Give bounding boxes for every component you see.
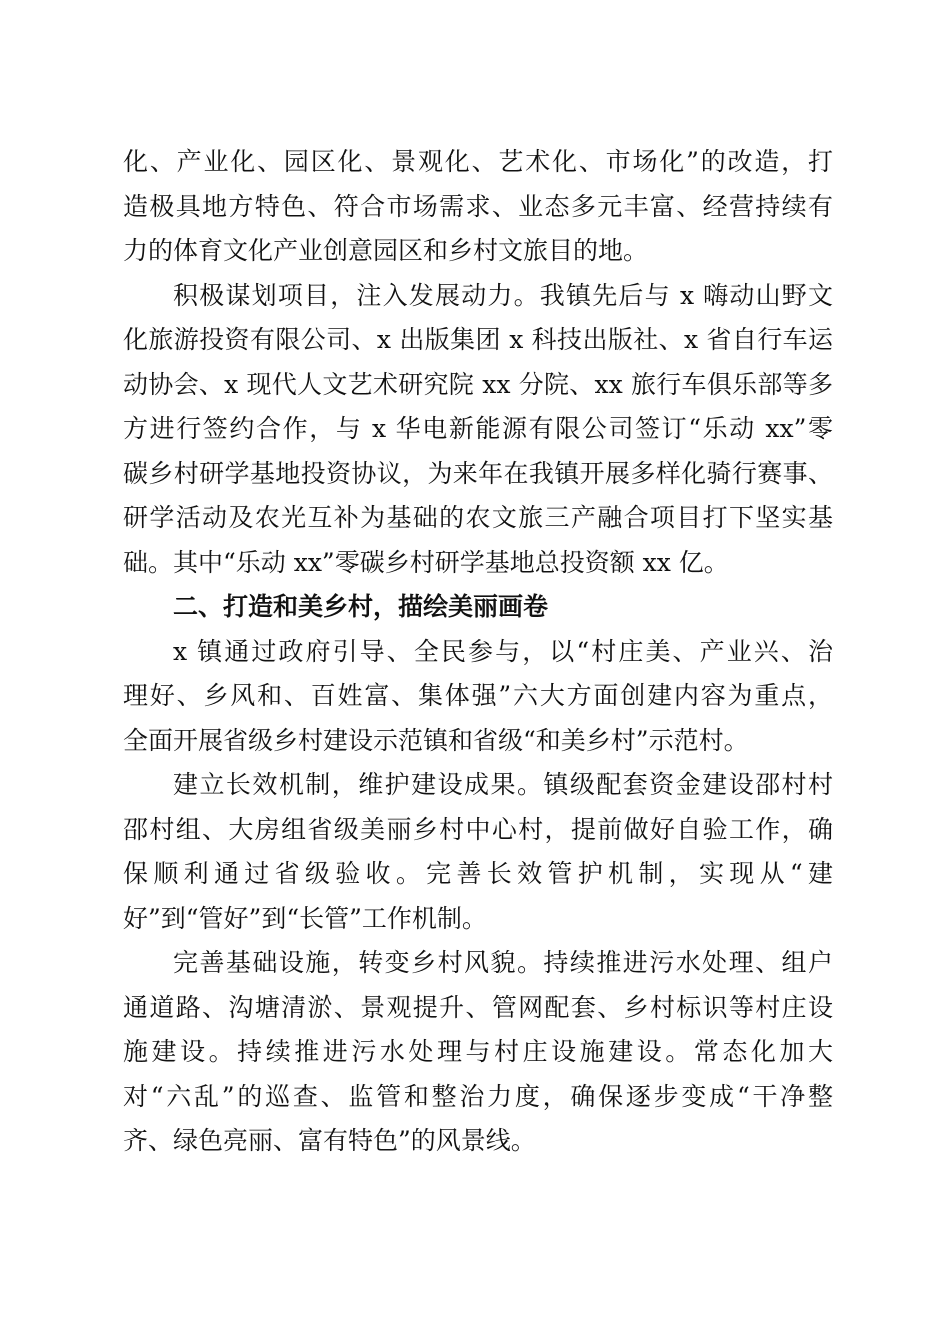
text-line: 碳乡村研学基地投资协议，为来年在我镇开展多样化骑行赛事、 (123, 458, 833, 488)
text-line: 础。其中“乐动 xx”零碳乡村研学基地总投资额 xx 亿。 (123, 547, 729, 577)
text-line: 通道路、沟塘清淤、景观提升、管网配套、乡村标识等村庄设 (123, 992, 833, 1022)
text-line: 研学活动及农光互补为基础的农文旅三产融合项目打下坚实基 (123, 503, 833, 532)
text-line: 动协会、x 现代人文艺术研究院 xx 分院、xx 旅行车俱乐部等多 (123, 369, 833, 399)
text-line: 好”到“管好”到“长管”工作机制。 (123, 903, 487, 933)
paragraph-start-line: 完善基础设施，转变乡村风貌。持续推进污水处理、组户 (173, 948, 833, 977)
text-line: 化、产业化、园区化、景观化、艺术化、市场化”的改造，打 (123, 147, 833, 176)
section-heading: 二、打造和美乡村，描绘美丽画卷 (173, 592, 549, 621)
text-line: 方进行签约合作，与 x 华电新能源有限公司签订“乐动 xx”零 (123, 414, 833, 443)
paragraph-start-line: x 镇通过政府引导、全民参与，以“村庄美、产业兴、治 (173, 636, 833, 666)
text-line: 造极具地方特色、符合市场需求、业态多元丰富、经营持续有 (123, 191, 833, 221)
text-line: 全面开展省级乡村建设示范镇和省级“和美乡村”示范村。 (123, 725, 749, 755)
text-line: 施建设。持续推进污水处理与村庄设施建设。常态化加大 (123, 1037, 833, 1066)
text-line: 理好、乡风和、百姓富、集体强”六大方面创建内容为重点， (123, 681, 833, 710)
text-line: 齐、绿色亮丽、富有特色”的风景线。 (123, 1126, 536, 1155)
text-line: 保顺利通过省级验收。完善长效管护机制，实现从“建 (123, 859, 833, 888)
text-line: 化旅游投资有限公司、x 出版集团 x 科技出版社、x 省自行车运 (123, 325, 833, 354)
text-line: 力的体育文化产业创意园区和乡村文旅目的地。 (123, 236, 649, 265)
document-body (123, 140, 833, 1164)
paragraph-start-line: 积极谋划项目，注入发展动力。我镇先后与 x 嗨动山野文 (173, 280, 833, 310)
paragraph-start-line: 建立长效机制，维护建设成果。镇级配套资金建设邵村村 (173, 770, 833, 799)
text-line: 对“六乱”的巡查、监管和整治力度，确保逐步变成“干净整 (123, 1081, 833, 1111)
text-line: 邵村组、大房组省级美丽乡村中心村，提前做好自验工作，确 (123, 814, 833, 844)
